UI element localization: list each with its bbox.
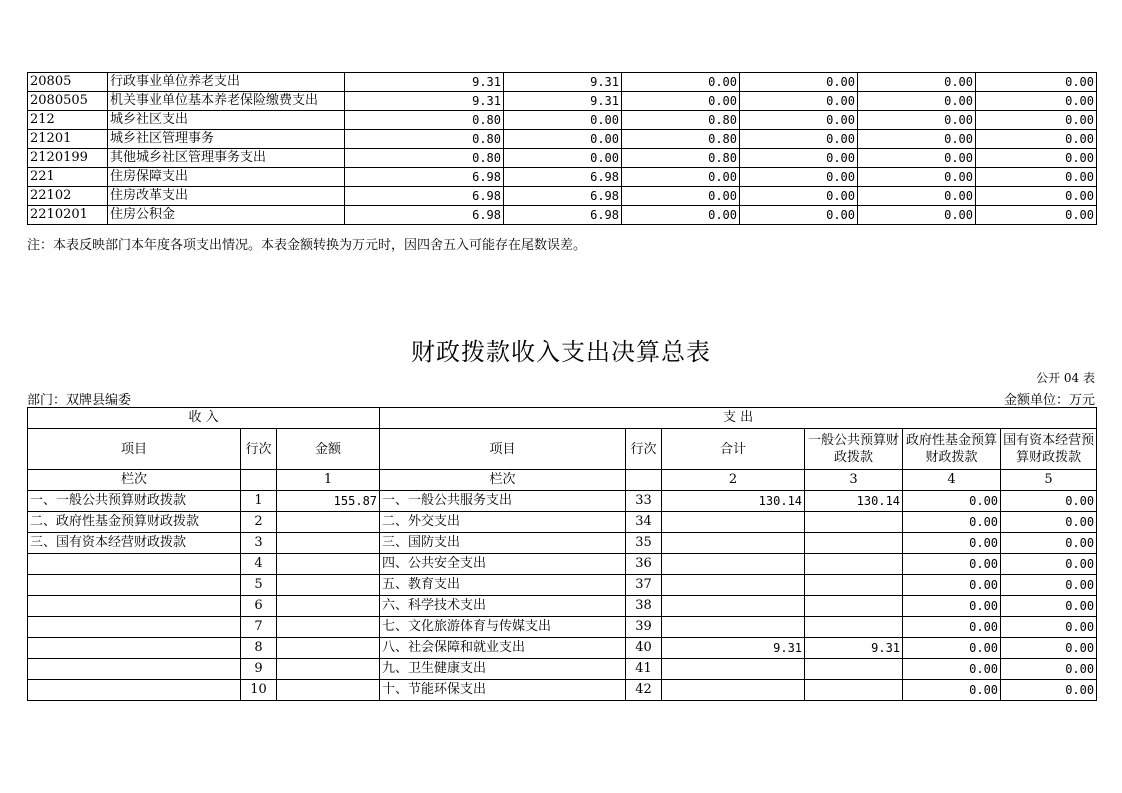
general-budget-header: 一般公共预算财政拨款 [805, 429, 903, 470]
state-capital-amount: 0.00 [1001, 596, 1097, 617]
subject-name: 城乡社区支出 [108, 111, 345, 130]
amount-cell: 9.31 [345, 92, 504, 111]
amount-cell: 0.00 [976, 149, 1097, 168]
gov-fund-amount: 0.00 [903, 512, 1001, 533]
amount-cell: 0.00 [622, 92, 740, 111]
gov-fund-amount: 0.00 [903, 575, 1001, 596]
amount-cell: 0.00 [858, 206, 976, 225]
income-item: 三、国有资本经营财政拨款 [28, 533, 241, 554]
income-item [28, 575, 241, 596]
table-row [28, 206, 1097, 225]
amount-cell: 6.98 [504, 168, 622, 187]
table-row [28, 554, 1097, 575]
expense-item: 八、社会保障和就业支出 [380, 638, 626, 659]
expense-row-no: 41 [626, 659, 662, 680]
amount-cell: 0.00 [858, 187, 976, 206]
table-row [28, 130, 1097, 149]
total-header: 合计 [662, 429, 805, 470]
income-amount [277, 575, 380, 596]
subject-name: 行政事业单位养老支出 [108, 73, 345, 92]
table-row [28, 575, 1097, 596]
subject-code: 20805 [28, 73, 108, 92]
expense-item: 十、节能环保支出 [380, 680, 626, 701]
income-item-header: 项目 [28, 429, 241, 470]
fiscal-summary-table [27, 407, 1097, 701]
subject-name: 住房公积金 [108, 206, 345, 225]
income-amount [277, 596, 380, 617]
income-col-label: 栏次 [28, 470, 241, 491]
subject-code: 221 [28, 168, 108, 187]
amount-cell: 0.00 [858, 111, 976, 130]
amount-cell: 0.00 [622, 73, 740, 92]
amount-cell: 0.00 [740, 73, 858, 92]
amount-cell: 0.00 [622, 168, 740, 187]
expense-item: 三、国防支出 [380, 533, 626, 554]
gov-fund-amount: 0.00 [903, 533, 1001, 554]
income-row-no: 7 [241, 617, 277, 638]
state-capital-amount: 0.00 [1001, 575, 1097, 596]
income-item: 二、政府性基金预算财政拨款 [28, 512, 241, 533]
amount-cell: 0.80 [622, 111, 740, 130]
total-amount [662, 617, 805, 638]
table-row [28, 617, 1097, 638]
amount-cell: 0.00 [858, 149, 976, 168]
expense-item: 五、教育支出 [380, 575, 626, 596]
table-row [28, 638, 1097, 659]
amount-cell: 6.98 [345, 206, 504, 225]
total-amount [662, 512, 805, 533]
table-row [28, 659, 1097, 680]
amount-cell: 0.00 [740, 168, 858, 187]
header-row-1 [28, 408, 1097, 429]
page-title: 财政拨款收入支出决算总表 [411, 338, 711, 366]
income-row-no: 10 [241, 680, 277, 701]
amount-cell: 9.31 [504, 73, 622, 92]
header-row-3 [28, 470, 1097, 491]
subject-code: 2120199 [28, 149, 108, 168]
expense-row-no: 40 [626, 638, 662, 659]
header-row-2 [28, 429, 1097, 470]
income-item [28, 554, 241, 575]
col-index-4: 4 [903, 470, 1001, 491]
expense-row-no: 42 [626, 680, 662, 701]
amount-cell: 0.00 [740, 92, 858, 111]
amount-cell: 0.00 [858, 168, 976, 187]
income-amount: 155.87 [277, 491, 380, 512]
gov-fund-amount: 0.00 [903, 638, 1001, 659]
expense-item: 七、文化旅游体育与传媒支出 [380, 617, 626, 638]
general-budget-amount [805, 617, 903, 638]
col-index-3: 3 [805, 470, 903, 491]
amount-cell: 0.80 [345, 130, 504, 149]
subject-code: 21201 [28, 130, 108, 149]
total-amount: 9.31 [662, 638, 805, 659]
general-budget-amount: 130.14 [805, 491, 903, 512]
amount-cell: 6.98 [504, 187, 622, 206]
total-amount [662, 575, 805, 596]
total-amount [662, 659, 805, 680]
state-capital-amount: 0.00 [1001, 638, 1097, 659]
state-capital-header: 国有资本经营预算财政拨款 [1001, 429, 1097, 470]
amount-cell: 0.00 [858, 130, 976, 149]
table-row [28, 533, 1097, 554]
amount-cell: 0.00 [976, 130, 1097, 149]
amount-cell: 6.98 [504, 206, 622, 225]
state-capital-amount: 0.00 [1001, 659, 1097, 680]
expense-item-header: 项目 [380, 429, 626, 470]
amount-cell: 0.00 [622, 187, 740, 206]
general-budget-amount [805, 596, 903, 617]
total-amount: 130.14 [662, 491, 805, 512]
gov-fund-amount: 0.00 [903, 659, 1001, 680]
subject-name: 机关事业单位基本养老保险缴费支出 [108, 92, 345, 111]
income-amount-header: 金额 [277, 429, 380, 470]
income-item [28, 617, 241, 638]
expense-row-no: 39 [626, 617, 662, 638]
income-amount [277, 554, 380, 575]
subject-name: 住房改革支出 [108, 187, 345, 206]
gov-fund-amount: 0.00 [903, 680, 1001, 701]
total-amount [662, 680, 805, 701]
expense-header: 支 出 [380, 408, 1097, 429]
general-budget-amount [805, 575, 903, 596]
amount-cell: 0.80 [345, 111, 504, 130]
expense-row-no: 33 [626, 491, 662, 512]
table-row [28, 491, 1097, 512]
income-item [28, 680, 241, 701]
amount-cell: 0.80 [622, 130, 740, 149]
amount-cell: 6.98 [345, 168, 504, 187]
table-row [28, 596, 1097, 617]
table-row [28, 73, 1097, 92]
income-row-no-header: 行次 [241, 429, 277, 470]
amount-cell: 0.00 [622, 206, 740, 225]
income-amount [277, 512, 380, 533]
income-amount [277, 533, 380, 554]
income-amount [277, 617, 380, 638]
expense-detail-table [27, 72, 1097, 225]
amount-cell: 0.00 [740, 206, 858, 225]
amount-cell: 0.00 [976, 168, 1097, 187]
amount-cell: 0.00 [976, 206, 1097, 225]
income-item [28, 596, 241, 617]
amount-cell: 0.00 [740, 130, 858, 149]
amount-cell: 0.00 [976, 187, 1097, 206]
amount-cell: 6.98 [345, 187, 504, 206]
table-row [28, 92, 1097, 111]
amount-cell: 0.00 [976, 92, 1097, 111]
amount-cell: 0.00 [740, 187, 858, 206]
state-capital-amount: 0.00 [1001, 554, 1097, 575]
amount-cell: 0.00 [858, 73, 976, 92]
unit-label: 金额单位：万元 [1003, 393, 1095, 408]
form-code: 公开 04 表 [1036, 371, 1095, 385]
income-row-no: 8 [241, 638, 277, 659]
amount-cell: 0.00 [504, 111, 622, 130]
amount-cell: 0.00 [976, 73, 1097, 92]
expense-row-no: 36 [626, 554, 662, 575]
total-amount [662, 533, 805, 554]
general-budget-amount [805, 659, 903, 680]
income-amount [277, 638, 380, 659]
subject-code: 2080505 [28, 92, 108, 111]
income-header: 收 入 [28, 408, 380, 429]
state-capital-amount: 0.00 [1001, 491, 1097, 512]
expense-row-no: 35 [626, 533, 662, 554]
gov-fund-header: 政府性基金预算财政拨款 [903, 429, 1001, 470]
income-row-no: 5 [241, 575, 277, 596]
income-row-no: 2 [241, 512, 277, 533]
subject-code: 22102 [28, 187, 108, 206]
income-item: 一、一般公共预算财政拨款 [28, 491, 241, 512]
table-row [28, 680, 1097, 701]
total-amount [662, 554, 805, 575]
expense-item: 二、外交支出 [380, 512, 626, 533]
expense-item: 一、一般公共服务支出 [380, 491, 626, 512]
state-capital-amount: 0.00 [1001, 512, 1097, 533]
expense-row-no: 37 [626, 575, 662, 596]
subject-code: 2210201 [28, 206, 108, 225]
general-budget-amount [805, 554, 903, 575]
amount-cell: 0.00 [740, 149, 858, 168]
income-item [28, 638, 241, 659]
income-row-no: 4 [241, 554, 277, 575]
subject-name: 城乡社区管理事务 [108, 130, 345, 149]
subject-name: 其他城乡社区管理事务支出 [108, 149, 345, 168]
income-row-no: 3 [241, 533, 277, 554]
expense-row-no: 34 [626, 512, 662, 533]
department-label: 部门：双牌县编委 [27, 393, 132, 408]
general-budget-amount [805, 512, 903, 533]
col-index-1: 1 [277, 470, 380, 491]
state-capital-amount: 0.00 [1001, 533, 1097, 554]
income-amount [277, 659, 380, 680]
gov-fund-amount: 0.00 [903, 596, 1001, 617]
state-capital-amount: 0.00 [1001, 680, 1097, 701]
table-row [28, 111, 1097, 130]
income-row-no: 6 [241, 596, 277, 617]
expense-item: 九、卫生健康支出 [380, 659, 626, 680]
gov-fund-amount: 0.00 [903, 491, 1001, 512]
income-amount [277, 680, 380, 701]
general-budget-amount: 9.31 [805, 638, 903, 659]
expense-item: 六、科学技术支出 [380, 596, 626, 617]
income-row-no: 9 [241, 659, 277, 680]
income-row-no: 1 [241, 491, 277, 512]
general-budget-amount [805, 533, 903, 554]
expense-col-label: 栏次 [380, 470, 626, 491]
table-row [28, 187, 1097, 206]
table-row [28, 149, 1097, 168]
table-row [28, 512, 1097, 533]
amount-cell: 0.00 [740, 111, 858, 130]
amount-cell: 0.00 [976, 111, 1097, 130]
subject-name: 住房保障支出 [108, 168, 345, 187]
total-amount [662, 596, 805, 617]
amount-cell: 0.80 [622, 149, 740, 168]
gov-fund-amount: 0.00 [903, 554, 1001, 575]
amount-cell: 0.00 [858, 92, 976, 111]
gov-fund-amount: 0.00 [903, 617, 1001, 638]
col-index-2: 2 [662, 470, 805, 491]
table-note: 注：本表反映部门本年度各项支出情况。本表金额转换为万元时，因四舍五入可能存在尾数误差。 [27, 238, 587, 253]
amount-cell: 9.31 [504, 92, 622, 111]
expense-row-no-header: 行次 [626, 429, 662, 470]
col-index-5: 5 [1001, 470, 1097, 491]
amount-cell: 0.00 [504, 149, 622, 168]
general-budget-amount [805, 680, 903, 701]
amount-cell: 9.31 [345, 73, 504, 92]
expense-row-no: 38 [626, 596, 662, 617]
amount-cell: 0.80 [345, 149, 504, 168]
state-capital-amount: 0.00 [1001, 617, 1097, 638]
subject-code: 212 [28, 111, 108, 130]
amount-cell: 0.00 [504, 130, 622, 149]
table-row [28, 168, 1097, 187]
expense-item: 四、公共安全支出 [380, 554, 626, 575]
income-item [28, 659, 241, 680]
